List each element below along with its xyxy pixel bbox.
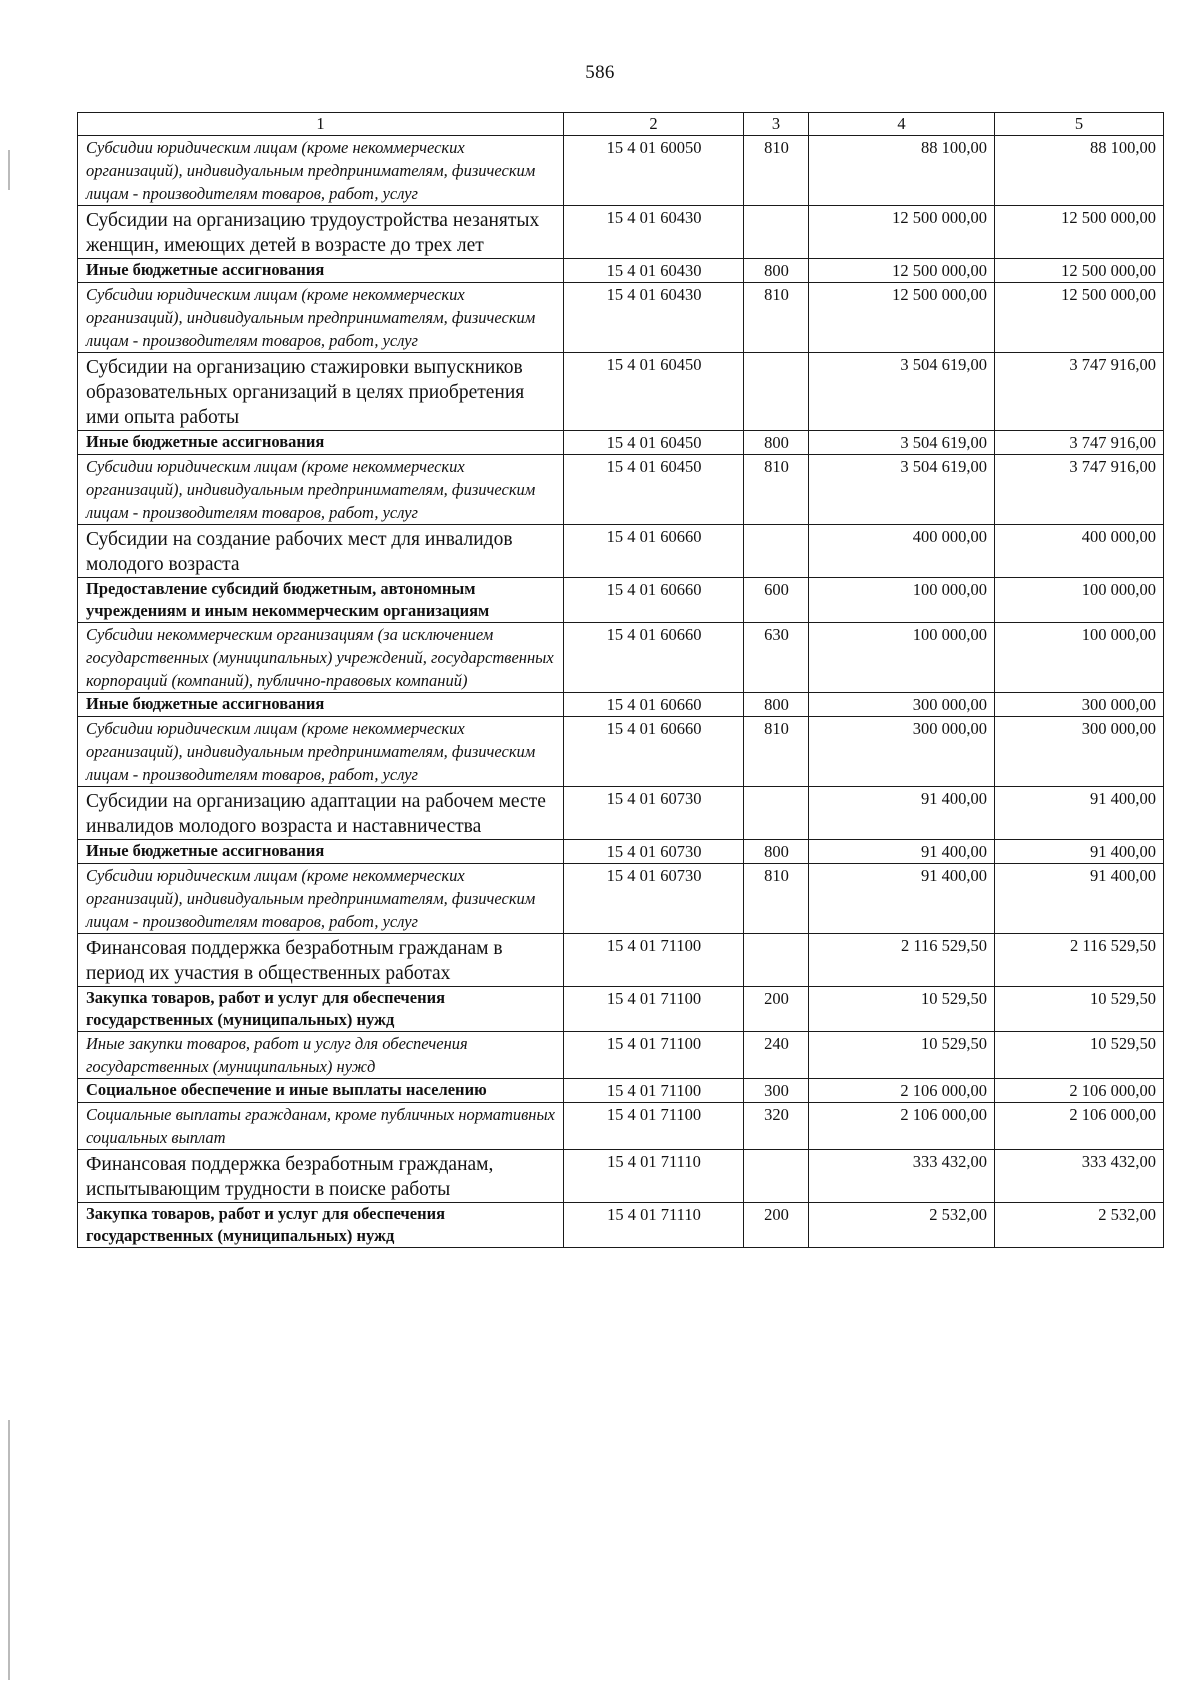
row-name-cell: Субсидии на создание рабочих мест для инвалидов молодого возраста — [78, 525, 564, 578]
row-code-cell: 15 4 01 60430 — [564, 206, 744, 259]
column-number-2: 2 — [564, 113, 744, 136]
column-number-3: 3 — [744, 113, 809, 136]
row-expense-type-cell: 810 — [744, 136, 809, 206]
row-expense-type-cell: 810 — [744, 283, 809, 353]
row-expense-type-cell — [744, 206, 809, 259]
budget-table — [77, 112, 1164, 1248]
row-amount-col4-cell: 91 400,00 — [809, 787, 995, 840]
row-amount-col4-cell: 10 529,50 — [809, 987, 995, 1032]
column-number-4: 4 — [809, 113, 995, 136]
row-amount-col4-cell: 12 500 000,00 — [809, 206, 995, 259]
page-number: 586 — [585, 62, 615, 83]
table-row — [78, 934, 1164, 987]
row-name-cell: Закупка товаров, работ и услуг для обеспечения государственных (муниципальных) нужд — [78, 1203, 564, 1248]
table-row — [78, 1103, 1164, 1150]
row-code-cell: 15 4 01 60730 — [564, 787, 744, 840]
table-row — [78, 431, 1164, 455]
row-name-cell: Субсидии юридическим лицам (кроме некоммерческих организаций), индивидуальным предпринимателям, физическим лицам - производителям товаров, работ, услуг — [78, 136, 564, 206]
table-row — [78, 353, 1164, 431]
row-name-cell: Субсидии на организацию адаптации на рабочем месте инвалидов молодого возраста и наставничества — [78, 787, 564, 840]
row-expense-type-cell: 800 — [744, 259, 809, 283]
row-amount-col5-cell: 100 000,00 — [995, 578, 1164, 623]
row-expense-type-cell: 800 — [744, 693, 809, 717]
table-row — [78, 206, 1164, 259]
row-amount-col5-cell: 2 532,00 — [995, 1203, 1164, 1248]
row-name-cell: Субсидии юридическим лицам (кроме некоммерческих организаций), индивидуальным предпринимателям, физическим лицам - производителям товаров, работ, услуг — [78, 283, 564, 353]
row-expense-type-cell: 810 — [744, 864, 809, 934]
row-amount-col5-cell: 10 529,50 — [995, 987, 1164, 1032]
row-name-cell: Предоставление субсидий бюджетным, автономным учреждениям и иным некоммерческим организациям — [78, 578, 564, 623]
scan-margin-mark — [8, 150, 10, 190]
row-expense-type-cell — [744, 934, 809, 987]
row-code-cell: 15 4 01 60450 — [564, 353, 744, 431]
table-row — [78, 1079, 1164, 1103]
row-name-cell: Иные бюджетные ассигнования — [78, 693, 564, 717]
row-code-cell: 15 4 01 71100 — [564, 987, 744, 1032]
row-amount-col4-cell: 2 106 000,00 — [809, 1079, 995, 1103]
row-amount-col5-cell: 2 106 000,00 — [995, 1103, 1164, 1150]
row-code-cell: 15 4 01 60050 — [564, 136, 744, 206]
row-code-cell: 15 4 01 71100 — [564, 934, 744, 987]
row-name-cell: Субсидии юридическим лицам (кроме некоммерческих организаций), индивидуальным предпринимателям, физическим лицам - производителям товаров, работ, услуг — [78, 717, 564, 787]
row-name-cell: Субсидии юридическим лицам (кроме некоммерческих организаций), индивидуальным предпринимателям, физическим лицам - производителям товаров, работ, услуг — [78, 864, 564, 934]
row-amount-col5-cell: 12 500 000,00 — [995, 259, 1164, 283]
table-row — [78, 840, 1164, 864]
table-row — [78, 1032, 1164, 1079]
row-amount-col4-cell: 100 000,00 — [809, 623, 995, 693]
row-code-cell: 15 4 01 60730 — [564, 864, 744, 934]
table-row — [78, 787, 1164, 840]
row-expense-type-cell: 320 — [744, 1103, 809, 1150]
row-code-cell: 15 4 01 71100 — [564, 1032, 744, 1079]
budget-table-body — [78, 113, 1164, 1248]
row-expense-type-cell: 810 — [744, 455, 809, 525]
table-row — [78, 987, 1164, 1032]
table-row — [78, 623, 1164, 693]
row-expense-type-cell: 800 — [744, 840, 809, 864]
row-amount-col5-cell: 12 500 000,00 — [995, 206, 1164, 259]
row-code-cell: 15 4 01 71110 — [564, 1203, 744, 1248]
column-number-1: 1 — [78, 113, 564, 136]
row-expense-type-cell — [744, 1150, 809, 1203]
column-number-5: 5 — [995, 113, 1164, 136]
row-amount-col5-cell: 300 000,00 — [995, 693, 1164, 717]
row-amount-col4-cell: 400 000,00 — [809, 525, 995, 578]
row-amount-col5-cell: 2 116 529,50 — [995, 934, 1164, 987]
row-amount-col4-cell: 3 504 619,00 — [809, 431, 995, 455]
row-amount-col4-cell: 2 532,00 — [809, 1203, 995, 1248]
row-amount-col4-cell: 12 500 000,00 — [809, 259, 995, 283]
row-amount-col5-cell: 2 106 000,00 — [995, 1079, 1164, 1103]
row-amount-col4-cell: 88 100,00 — [809, 136, 995, 206]
table-row — [78, 259, 1164, 283]
row-expense-type-cell: 800 — [744, 431, 809, 455]
row-name-cell: Иные бюджетные ассигнования — [78, 259, 564, 283]
row-expense-type-cell: 810 — [744, 717, 809, 787]
row-code-cell: 15 4 01 71100 — [564, 1079, 744, 1103]
row-amount-col5-cell: 3 747 916,00 — [995, 455, 1164, 525]
row-name-cell: Финансовая поддержка безработным гражданам в период их участия в общественных работах — [78, 934, 564, 987]
row-expense-type-cell: 300 — [744, 1079, 809, 1103]
row-name-cell: Иные бюджетные ассигнования — [78, 431, 564, 455]
row-name-cell: Финансовая поддержка безработным гражданам, испытывающим трудности в поиске работы — [78, 1150, 564, 1203]
row-amount-col4-cell: 100 000,00 — [809, 578, 995, 623]
row-amount-col5-cell: 12 500 000,00 — [995, 283, 1164, 353]
row-code-cell: 15 4 01 60730 — [564, 840, 744, 864]
row-amount-col5-cell: 88 100,00 — [995, 136, 1164, 206]
row-amount-col5-cell: 333 432,00 — [995, 1150, 1164, 1203]
row-amount-col5-cell: 91 400,00 — [995, 864, 1164, 934]
column-number-row — [78, 113, 1164, 136]
row-amount-col4-cell: 300 000,00 — [809, 717, 995, 787]
row-code-cell: 15 4 01 60660 — [564, 693, 744, 717]
row-amount-col4-cell: 12 500 000,00 — [809, 283, 995, 353]
row-name-cell: Социальное обеспечение и иные выплаты населению — [78, 1079, 564, 1103]
row-amount-col4-cell: 91 400,00 — [809, 864, 995, 934]
table-row — [78, 455, 1164, 525]
row-expense-type-cell: 200 — [744, 1203, 809, 1248]
row-expense-type-cell — [744, 787, 809, 840]
row-name-cell: Закупка товаров, работ и услуг для обеспечения государственных (муниципальных) нужд — [78, 987, 564, 1032]
row-expense-type-cell: 600 — [744, 578, 809, 623]
row-name-cell: Субсидии на организацию стажировки выпускников образовательных организаций в целях приобретения ими опыта работы — [78, 353, 564, 431]
row-code-cell: 15 4 01 60660 — [564, 623, 744, 693]
row-expense-type-cell — [744, 525, 809, 578]
row-amount-col4-cell: 3 504 619,00 — [809, 353, 995, 431]
table-row — [78, 717, 1164, 787]
row-expense-type-cell — [744, 353, 809, 431]
row-name-cell: Субсидии на организацию трудоустройства незанятых женщин, имеющих детей в возрасте до трех лет — [78, 206, 564, 259]
row-amount-col4-cell: 2 116 529,50 — [809, 934, 995, 987]
row-name-cell: Иные закупки товаров, работ и услуг для обеспечения государственных (муниципальных) нужд — [78, 1032, 564, 1079]
row-name-cell: Иные бюджетные ассигнования — [78, 840, 564, 864]
row-code-cell: 15 4 01 71100 — [564, 1103, 744, 1150]
row-code-cell: 15 4 01 60660 — [564, 717, 744, 787]
row-amount-col4-cell: 91 400,00 — [809, 840, 995, 864]
table-row — [78, 693, 1164, 717]
table-row — [78, 136, 1164, 206]
row-code-cell: 15 4 01 60430 — [564, 283, 744, 353]
row-amount-col4-cell: 10 529,50 — [809, 1032, 995, 1079]
table-row — [78, 1150, 1164, 1203]
row-name-cell: Социальные выплаты гражданам, кроме публичных нормативных социальных выплат — [78, 1103, 564, 1150]
row-amount-col4-cell: 300 000,00 — [809, 693, 995, 717]
row-amount-col5-cell: 100 000,00 — [995, 623, 1164, 693]
table-row — [78, 578, 1164, 623]
row-name-cell: Субсидии некоммерческим организациям (за исключением государственных (муниципальных) учреждений, государственных корпораций (компаний), публично-правовых компаний) — [78, 623, 564, 693]
row-expense-type-cell: 630 — [744, 623, 809, 693]
row-amount-col4-cell: 2 106 000,00 — [809, 1103, 995, 1150]
row-amount-col4-cell: 333 432,00 — [809, 1150, 995, 1203]
table-row — [78, 1203, 1164, 1248]
row-amount-col5-cell: 400 000,00 — [995, 525, 1164, 578]
row-amount-col5-cell: 10 529,50 — [995, 1032, 1164, 1079]
row-code-cell: 15 4 01 60450 — [564, 455, 744, 525]
row-code-cell: 15 4 01 60430 — [564, 259, 744, 283]
row-amount-col5-cell: 3 747 916,00 — [995, 431, 1164, 455]
row-name-cell: Субсидии юридическим лицам (кроме некоммерческих организаций), индивидуальным предпринимателям, физическим лицам - производителям товаров, работ, услуг — [78, 455, 564, 525]
row-amount-col5-cell: 3 747 916,00 — [995, 353, 1164, 431]
row-expense-type-cell: 240 — [744, 1032, 809, 1079]
row-amount-col5-cell: 91 400,00 — [995, 787, 1164, 840]
table-row — [78, 864, 1164, 934]
row-code-cell: 15 4 01 60660 — [564, 525, 744, 578]
row-amount-col4-cell: 3 504 619,00 — [809, 455, 995, 525]
scan-margin-mark — [8, 1420, 10, 1680]
table-row — [78, 525, 1164, 578]
table-row — [78, 283, 1164, 353]
row-code-cell: 15 4 01 60660 — [564, 578, 744, 623]
row-amount-col5-cell: 91 400,00 — [995, 840, 1164, 864]
row-code-cell: 15 4 01 60450 — [564, 431, 744, 455]
row-code-cell: 15 4 01 71110 — [564, 1150, 744, 1203]
row-expense-type-cell: 200 — [744, 987, 809, 1032]
row-amount-col5-cell: 300 000,00 — [995, 717, 1164, 787]
